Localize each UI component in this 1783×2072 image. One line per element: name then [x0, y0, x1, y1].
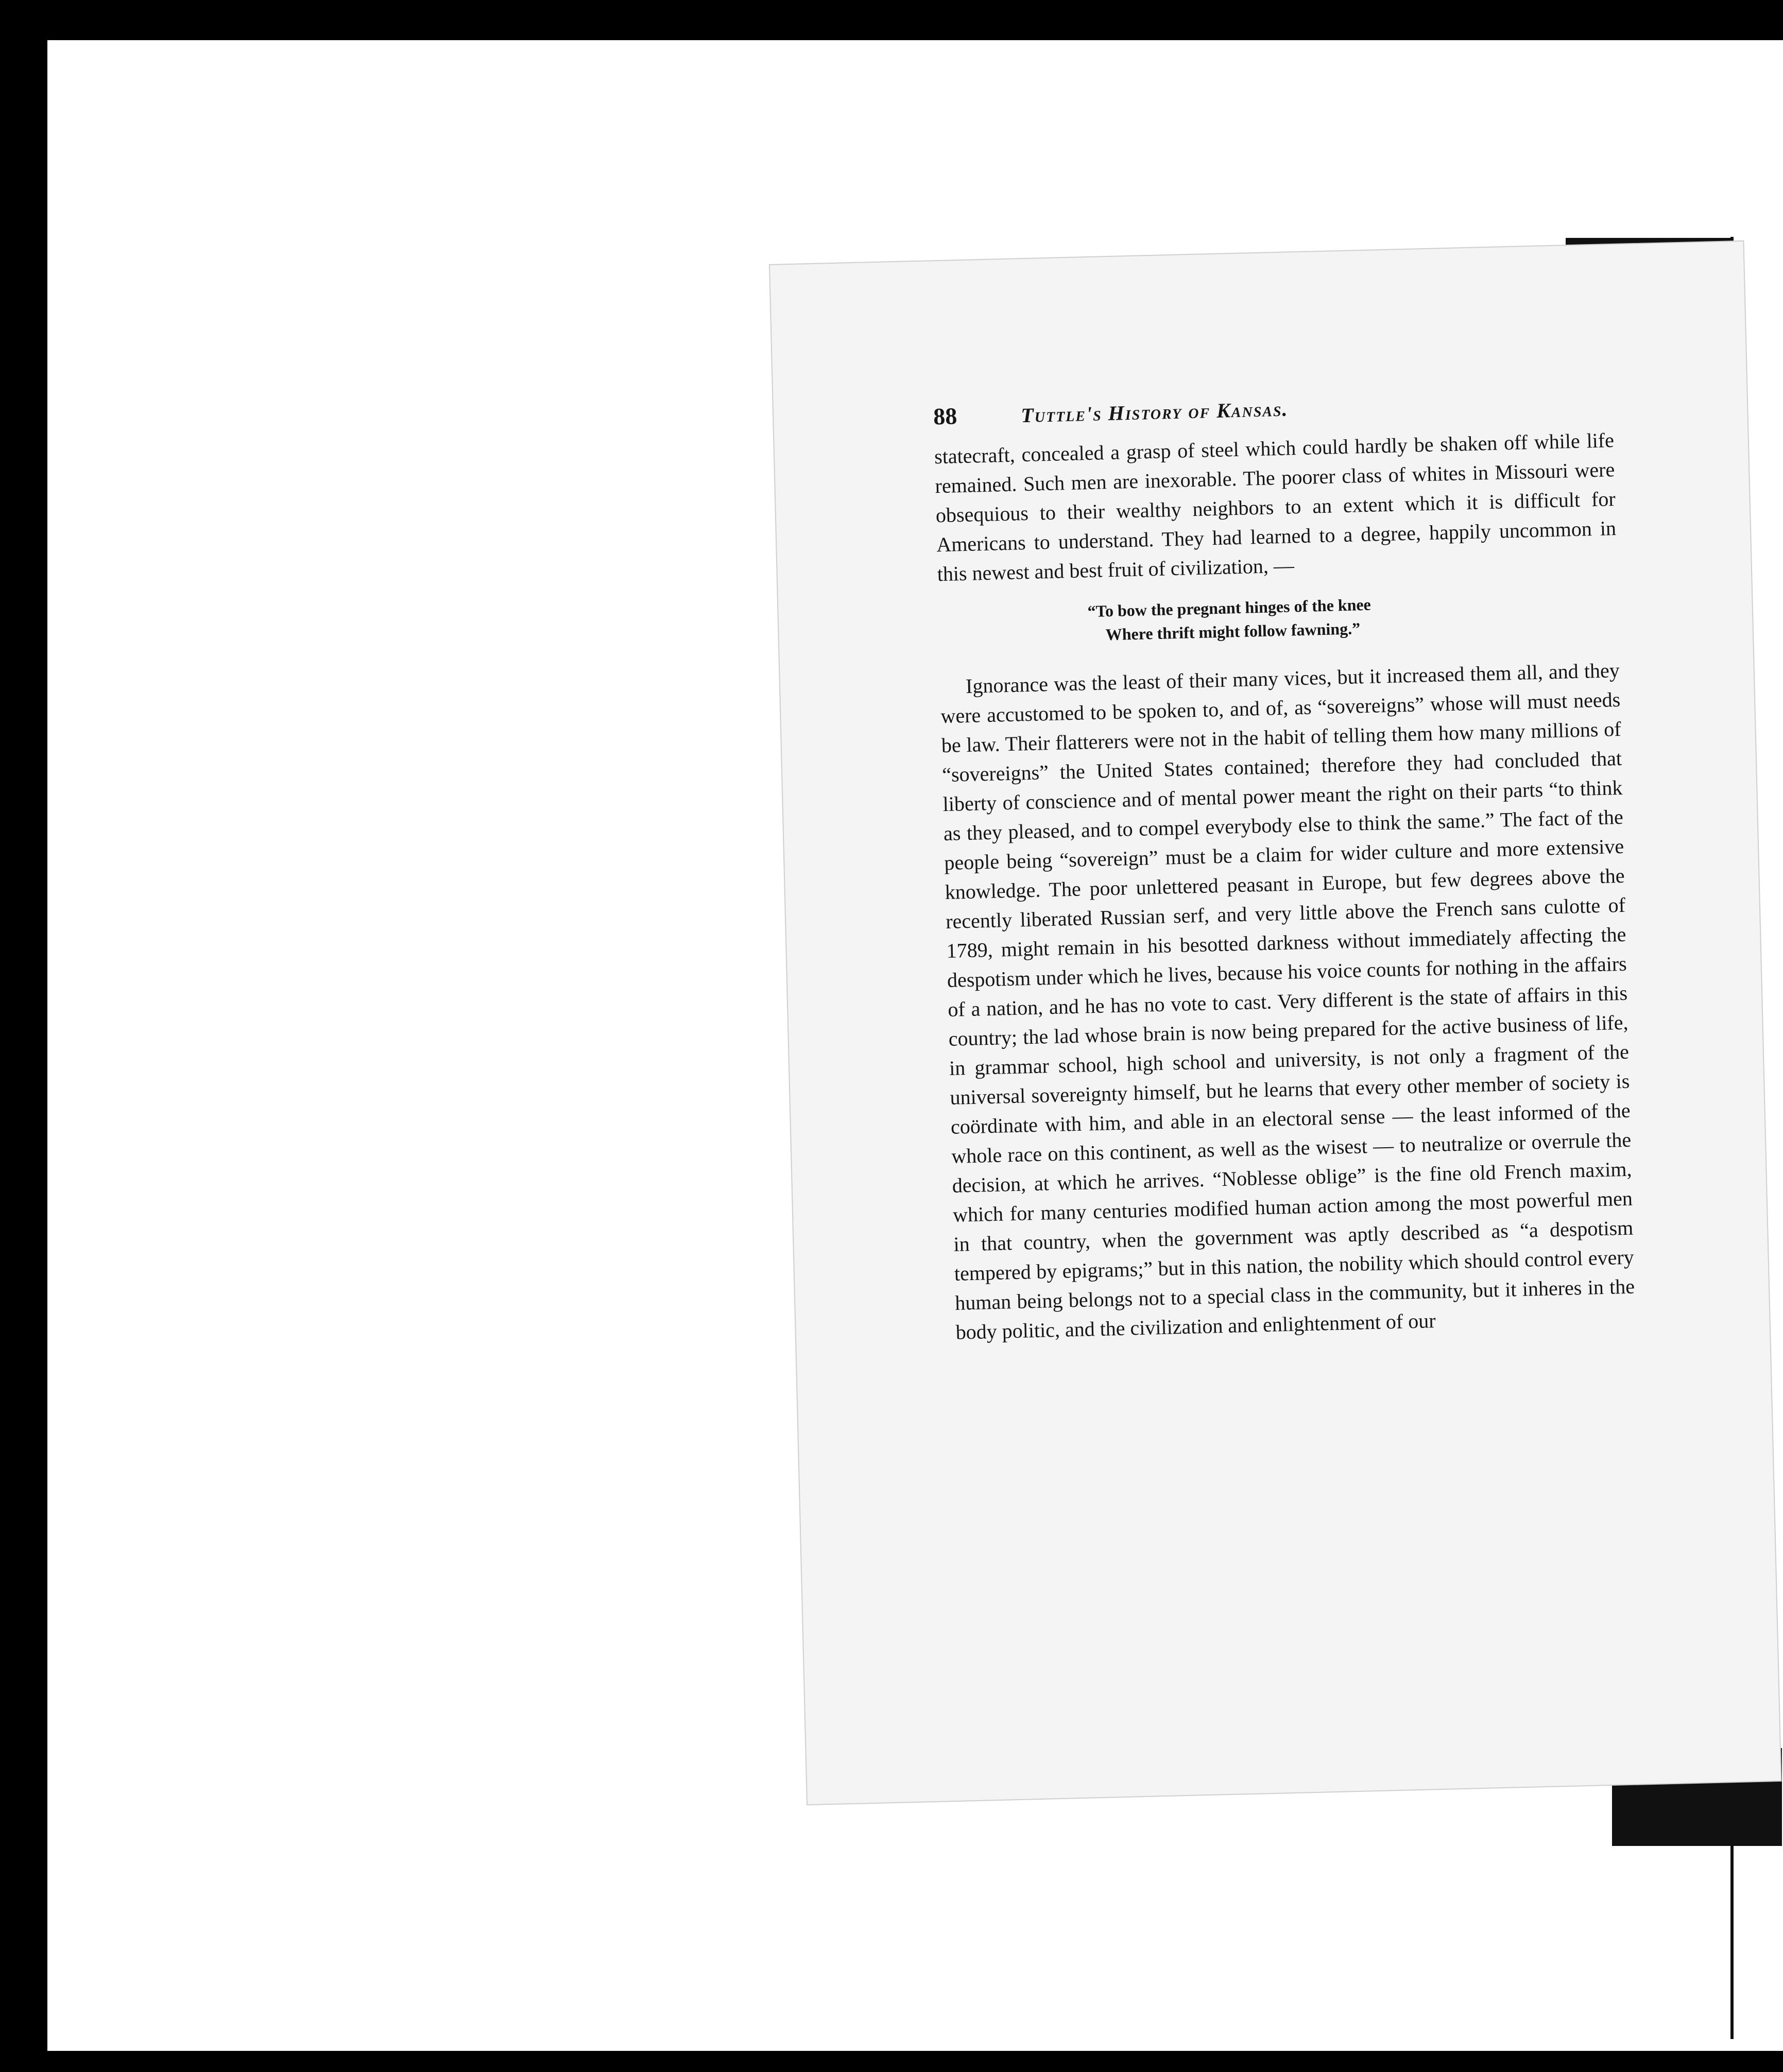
book-page	[770, 241, 1780, 1804]
quote-line-1: “To bow the pregnant hinges of the knee	[1087, 595, 1371, 621]
page-number: 88	[933, 403, 957, 430]
paragraph-1: statecraft, concealed a grasp of steel which could hardly be shaken off while life remained. Such men are inexorable. The poorer class of whites in Missouri were obsequious to their wealthy neighbors to an extent which it is difficult for Americans to understand. They had learned to a degree, happily uncommon in this newest and best fruit of civilization, —	[934, 428, 1617, 586]
film-edge-mark	[0, 170, 21, 196]
paragraph-2: Ignorance was the least of their many vices, but it increased them all, and they were accustomed to be spoken to, and of, as “sovereigns” whose will must needs be law. Their flatterers were not in the habit of telling them how many millions of “sovereigns” the United States contained; therefore they had concluded that liberty of conscience and of mental power meant the right on their parts “to think as they pleased, and to compel everybody else to think the same.” The fact of the people being “sovereign” must be a claim for wider culture and more extensive knowledge. The poor unlettered peasant in Europe, but few degrees above the recently liberated Russian serf, and very little above the French sans culotte of 1789, might remain in his besotted darkness without immediately affecting the despotism under which he lives, because his voice counts for nothing in the affairs of a nation, and he has no vote to cast. Very different is the state of affairs in this country; the lad whose brain is now being prepared for the active business of life, in grammar school, high school and university, is not only a fragment of the universal sovereignty himself, but he learns that every other member of society is coördinate with him, and able in an electoral sense — the least informed of the whole race on this continent, as well as the wisest — to neutralize or overrule the decision, at which he arrives. “Noblesse oblige” is the fine old French maxim, which for many centuries modified human action among the most powerful men in that country, when the government was aptly described as “a despotism tempered by epigrams;” but in this nation, the nobility which should control every human being belongs not to a special class in the community, but it inheres in the body politic, and the civilization and enlightenment of our	[940, 658, 1635, 1344]
page-content	[933, 386, 1636, 1347]
verse-quote	[1087, 586, 1619, 647]
quote-line-2: Where thrift might follow fawning.”	[1105, 619, 1361, 644]
running-head-title: Tuttle's History of Kansas.	[1020, 397, 1289, 427]
